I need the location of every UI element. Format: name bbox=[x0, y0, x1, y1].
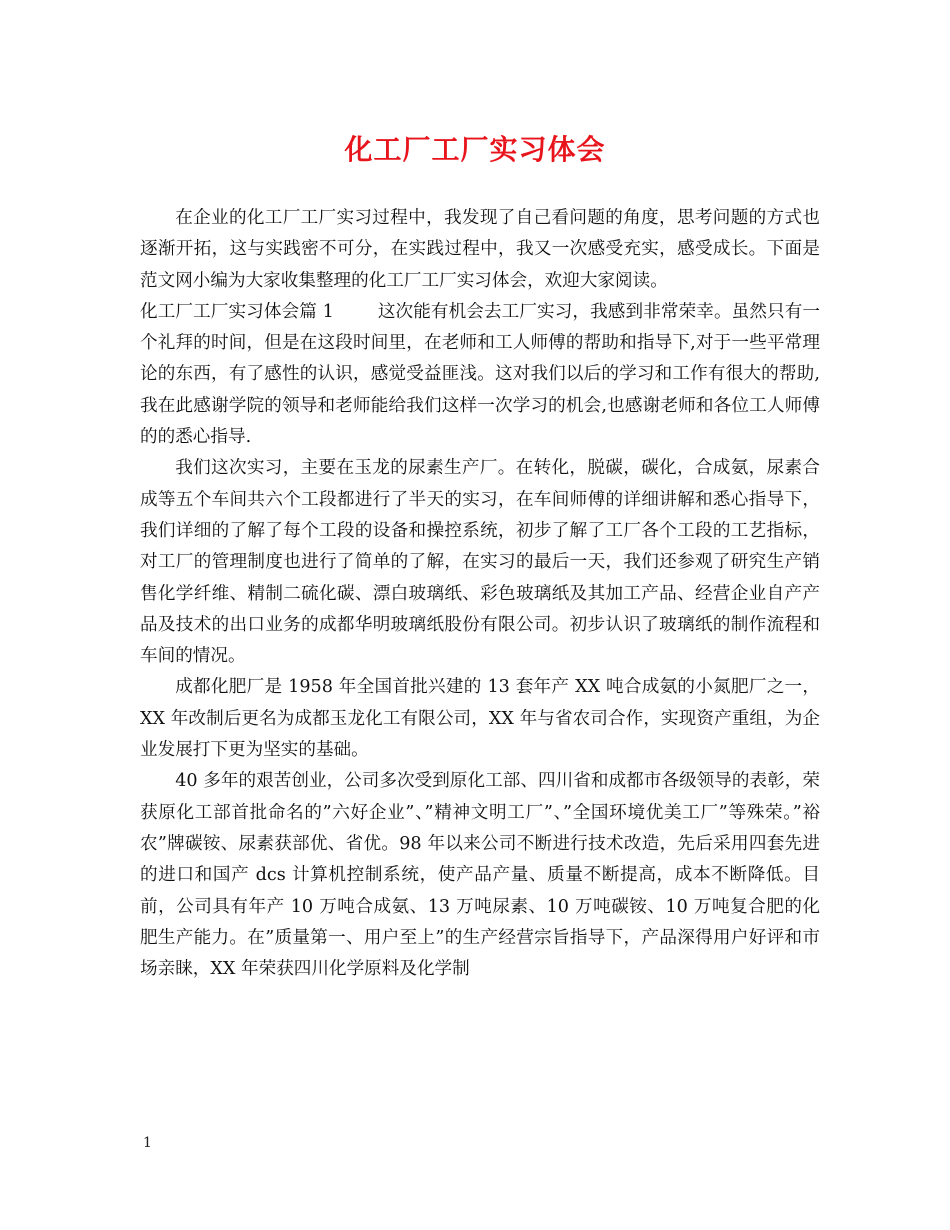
page-number: 1 bbox=[143, 1135, 152, 1151]
section-paragraph bbox=[140, 297, 820, 453]
intro-paragraph: 在企业的化工厂工厂实习过程中，我发现了自己看问题的角度，思考问题的方式也逐渐开拓，这与实践密不可分，在实践过程中，我又一次感受充实，感受成长。下面是范文网小编为大家收集整理的化工厂工厂实习体会，欢迎大家阅读。 bbox=[140, 208, 820, 291]
body-paragraph: 成都化肥厂是 1958 年全国首批兴建的 13 套年产 XX 吨合成氨的小氮肥厂之一，XX 年改制后更名为成都玉龙化工有限公司，XX 年与省农司合作，实现资产重组，为企业发展打下更为坚实的基础。 bbox=[140, 677, 820, 761]
page-title: 化工厂工厂实习体会 bbox=[344, 133, 606, 166]
section-first-text: 这次能有机会去工厂实习，我感到非常荣幸。虽然只有一个礼拜的时间，但是在这段时间里，在老师和工人师傅的帮助和指导下,对于一些平常理论的东西，有了感性的认识，感觉受益匪浅。这对我们以后的学习和工作有很大的帮助,我在此感谢学院的领导和老师能给我们这样一次学习的机会,也感谢老师和各位工人师傅的的悉心指导. bbox=[140, 301, 820, 448]
body-paragraph: 我们这次实习，主要在玉龙的尿素生产厂。在转化，脱碳，碳化，合成氨，尿素合成等五个车间共六个工段都进行了半天的实习，在车间师傅的详细讲解和悉心指导下，我们详细的了解了每个工段的设备和操控系统，初步了解了工厂各个工段的工艺指标，对工厂的管理制度也进行了简单的了解，在实习的最后一天，我们还参观了研究生产销售化学纤维、精制二硫化碳、漂白玻璃纸、彩色玻璃纸及其加工产品、经营企业自产产品及技术的出口业务的成都华明玻璃纸股份有限公司。初步认识了玻璃纸的制作流程和车间的情况。 bbox=[140, 458, 820, 667]
section-heading: 化工厂工厂实习体会篇 1 bbox=[140, 301, 334, 322]
body-paragraph: 40 多年的艰苦创业，公司多次受到原化工部、四川省和成都市各级领导的表彰，荣获原化工部首批命名的”六好企业”、”精神文明工厂”、”全国环境优美工厂”等殊荣。”裕农”牌碳铵、尿素获部优、省优。98 年以来公司不断进行技术改造，先后采用四套先进的进口和国产 dcs 计算机控制系统，使产品产量、质量不断提高，成本不断降低。目前，公司具有年产 10 万吨合成氨、13 万吨尿素、10 万吨碳铵、10 万吨复合肥的化肥生产能力。在”质量第一、用户至上”的生产经营宗旨指导下，产品深得用户好评和市场亲睐，XX 年荣获四川化学原料及化学制 bbox=[140, 771, 820, 980]
document-body bbox=[140, 203, 820, 985]
